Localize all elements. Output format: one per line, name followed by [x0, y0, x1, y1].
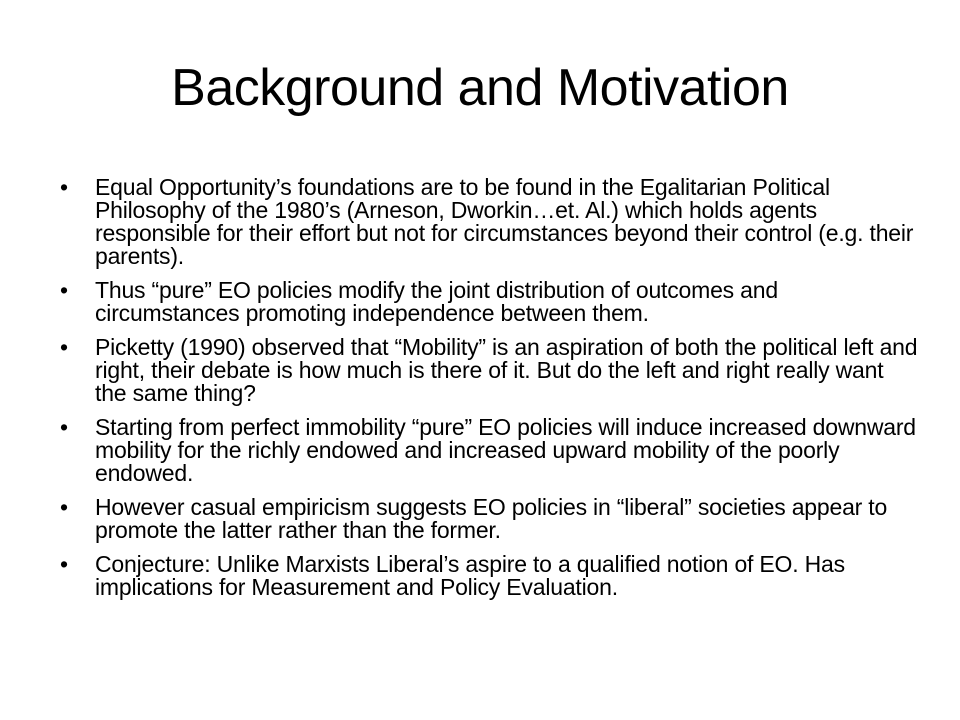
bullet-item [60, 279, 920, 325]
bullet-text: Equal Opportunity’s foundations are to be found in the Egalitarian Political Philosophy of the 1980’s (Arneson, Dworkin…et. Al.) which holds agents responsible for their effort but not for circumstances beyond their control (e.g. their parents). [95, 174, 914, 269]
bullet-text: Picketty (1990) observed that “Mobility” is an aspiration of both the political left and right, their debate is how much is there of it. But do the left and right really want the same thing? [95, 334, 918, 406]
bullet-item [60, 176, 920, 268]
bullet-icon: • [60, 414, 68, 440]
bullet-item [60, 496, 920, 542]
bullet-item [60, 336, 920, 405]
bullet-icon: • [60, 494, 68, 520]
bullet-text: Thus “pure” EO policies modify the joint distribution of outcomes and circumstances promoting independence between them. [95, 277, 778, 326]
slide-title: Background and Motivation [171, 59, 789, 117]
bullet-icon: • [60, 277, 68, 303]
bullet-item [60, 553, 920, 599]
bullet-text: Conjecture: Unlike Marxists Liberal’s aspire to a qualified notion of EO. Has implications for Measurement and Policy Evaluation. [95, 551, 845, 600]
bullet-list [60, 176, 920, 610]
bullet-item [60, 416, 920, 485]
bullet-icon: • [60, 551, 68, 577]
bullet-icon: • [60, 334, 68, 360]
bullet-icon: • [60, 174, 68, 200]
bullet-text: However casual empiricism suggests EO policies in “liberal” societies appear to promote the latter rather than the former. [95, 494, 888, 543]
bullet-text: Starting from perfect immobility “pure” EO policies will induce increased downward mobility for the richly endowed and increased upward mobility of the poorly endowed. [95, 414, 916, 486]
